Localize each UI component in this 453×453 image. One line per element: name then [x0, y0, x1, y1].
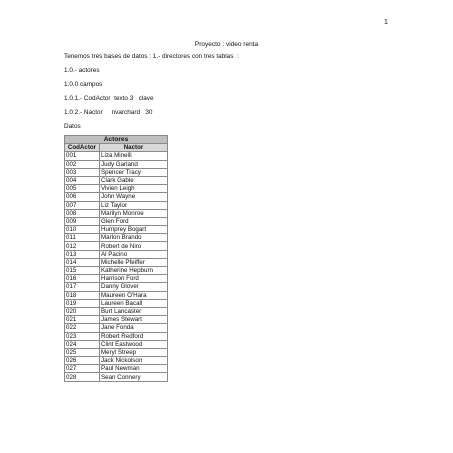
- table-row: [65, 340, 168, 348]
- cell-codactor: 009: [65, 217, 100, 225]
- cell-codactor: 019: [65, 299, 100, 307]
- table-row: [65, 234, 168, 242]
- cell-codactor: 008: [65, 209, 100, 217]
- table-row: [65, 316, 168, 324]
- cell-codactor: 004: [65, 176, 100, 184]
- table-row: [65, 242, 168, 250]
- cell-nactor: Spencer Tracy: [100, 168, 168, 176]
- cell-codactor: 013: [65, 250, 100, 258]
- cell-codactor: 027: [65, 365, 100, 373]
- paragraph-fields: 1.0.0 campos: [64, 81, 103, 88]
- table-row: [65, 357, 168, 365]
- cell-nactor: Katherine Hepburn: [100, 267, 168, 275]
- table-row: [65, 176, 168, 184]
- table-row: [65, 201, 168, 209]
- cell-nactor: Al Pacino: [100, 250, 168, 258]
- page-number: 1: [384, 19, 388, 26]
- table-row: [65, 160, 168, 168]
- table-row: [65, 226, 168, 234]
- table-row: [65, 250, 168, 258]
- cell-codactor: 003: [65, 168, 100, 176]
- cell-nactor: James Stewart: [100, 316, 168, 324]
- table-row: [65, 307, 168, 315]
- cell-nactor: Marilyn Monroe: [100, 209, 168, 217]
- cell-nactor: Clint Eastwood: [100, 340, 168, 348]
- cell-codactor: 012: [65, 242, 100, 250]
- cell-nactor: Paul Newman: [100, 365, 168, 373]
- cell-codactor: 025: [65, 348, 100, 356]
- cell-nactor: Marlon Brando: [100, 234, 168, 242]
- cell-nactor: Jack Nickolson: [100, 357, 168, 365]
- table-row: [65, 258, 168, 266]
- paragraph-data: Datos: [64, 123, 81, 130]
- cell-codactor: 023: [65, 332, 100, 340]
- cell-nactor: Vivien Leigh: [100, 185, 168, 193]
- table-row: [65, 332, 168, 340]
- table-row: [65, 267, 168, 275]
- cell-codactor: 006: [65, 193, 100, 201]
- table-row: [65, 168, 168, 176]
- table-row: [65, 185, 168, 193]
- table-row: [65, 193, 168, 201]
- cell-nactor: Robert de Niro: [100, 242, 168, 250]
- cell-nactor: Glen Ford: [100, 217, 168, 225]
- cell-nactor: Robert Redford: [100, 332, 168, 340]
- cell-codactor: 011: [65, 234, 100, 242]
- table-row: [65, 373, 168, 381]
- cell-nactor: Humprey Bogart: [100, 226, 168, 234]
- paragraph-field-nactor: 1.0.2.- Nactor nvarchard 30: [64, 109, 153, 116]
- cell-codactor: 002: [65, 160, 100, 168]
- cell-nactor: Meryl Streep: [100, 348, 168, 356]
- cell-codactor: 024: [65, 340, 100, 348]
- cell-codactor: 014: [65, 258, 100, 266]
- cell-codactor: 017: [65, 283, 100, 291]
- cell-nactor: Jane Fonda: [100, 324, 168, 332]
- cell-nactor: Liza Minelli: [100, 152, 168, 160]
- column-header-nactor: Nactor: [100, 144, 168, 152]
- table-title: Actores: [65, 136, 168, 144]
- cell-codactor: 007: [65, 201, 100, 209]
- cell-nactor: Liz Taylor: [100, 201, 168, 209]
- cell-codactor: 001: [65, 152, 100, 160]
- table-title-row: [65, 136, 168, 144]
- cell-codactor: 018: [65, 291, 100, 299]
- cell-codactor: 026: [65, 357, 100, 365]
- cell-codactor: 010: [65, 226, 100, 234]
- paragraph-actors: 1.0.- actores: [64, 67, 100, 74]
- table-row: [65, 283, 168, 291]
- cell-codactor: 022: [65, 324, 100, 332]
- cell-codactor: 016: [65, 275, 100, 283]
- cell-nactor: Judy Garland: [100, 160, 168, 168]
- table-row: [65, 152, 168, 160]
- table-row: [65, 217, 168, 225]
- column-header-codactor: CodActor: [65, 144, 100, 152]
- cell-codactor: 021: [65, 316, 100, 324]
- cell-codactor: 005: [65, 185, 100, 193]
- cell-nactor: Danny Glover: [100, 283, 168, 291]
- paragraph-databases: Tenemos tres bases de datos : 1.- directores con tres tablas :: [64, 53, 239, 60]
- cell-nactor: Clark Gable: [100, 176, 168, 184]
- cell-nactor: Sean Connery: [100, 373, 168, 381]
- cell-nactor: Maureen O'Hara: [100, 291, 168, 299]
- paragraph-field-codactor: 1.0.1.- CodActor texto 3 clave: [64, 95, 154, 102]
- table-row: [65, 299, 168, 307]
- actors-table: [64, 135, 168, 382]
- table-row: [65, 291, 168, 299]
- cell-nactor: Harrison Ford: [100, 275, 168, 283]
- table-row: [65, 365, 168, 373]
- cell-nactor: John Wayne: [100, 193, 168, 201]
- cell-nactor: Michelle Pfeiffer: [100, 258, 168, 266]
- cell-nactor: Burt Lancaster: [100, 307, 168, 315]
- table-header-row: [65, 144, 168, 152]
- table-row: [65, 348, 168, 356]
- table-row: [65, 209, 168, 217]
- document-title: Proyecto : video renta: [194, 41, 259, 48]
- table-row: [65, 275, 168, 283]
- cell-codactor: 020: [65, 307, 100, 315]
- table-row: [65, 324, 168, 332]
- cell-nactor: Laureen Bacall: [100, 299, 168, 307]
- table-body: [65, 152, 168, 381]
- cell-codactor: 028: [65, 373, 100, 381]
- cell-codactor: 015: [65, 267, 100, 275]
